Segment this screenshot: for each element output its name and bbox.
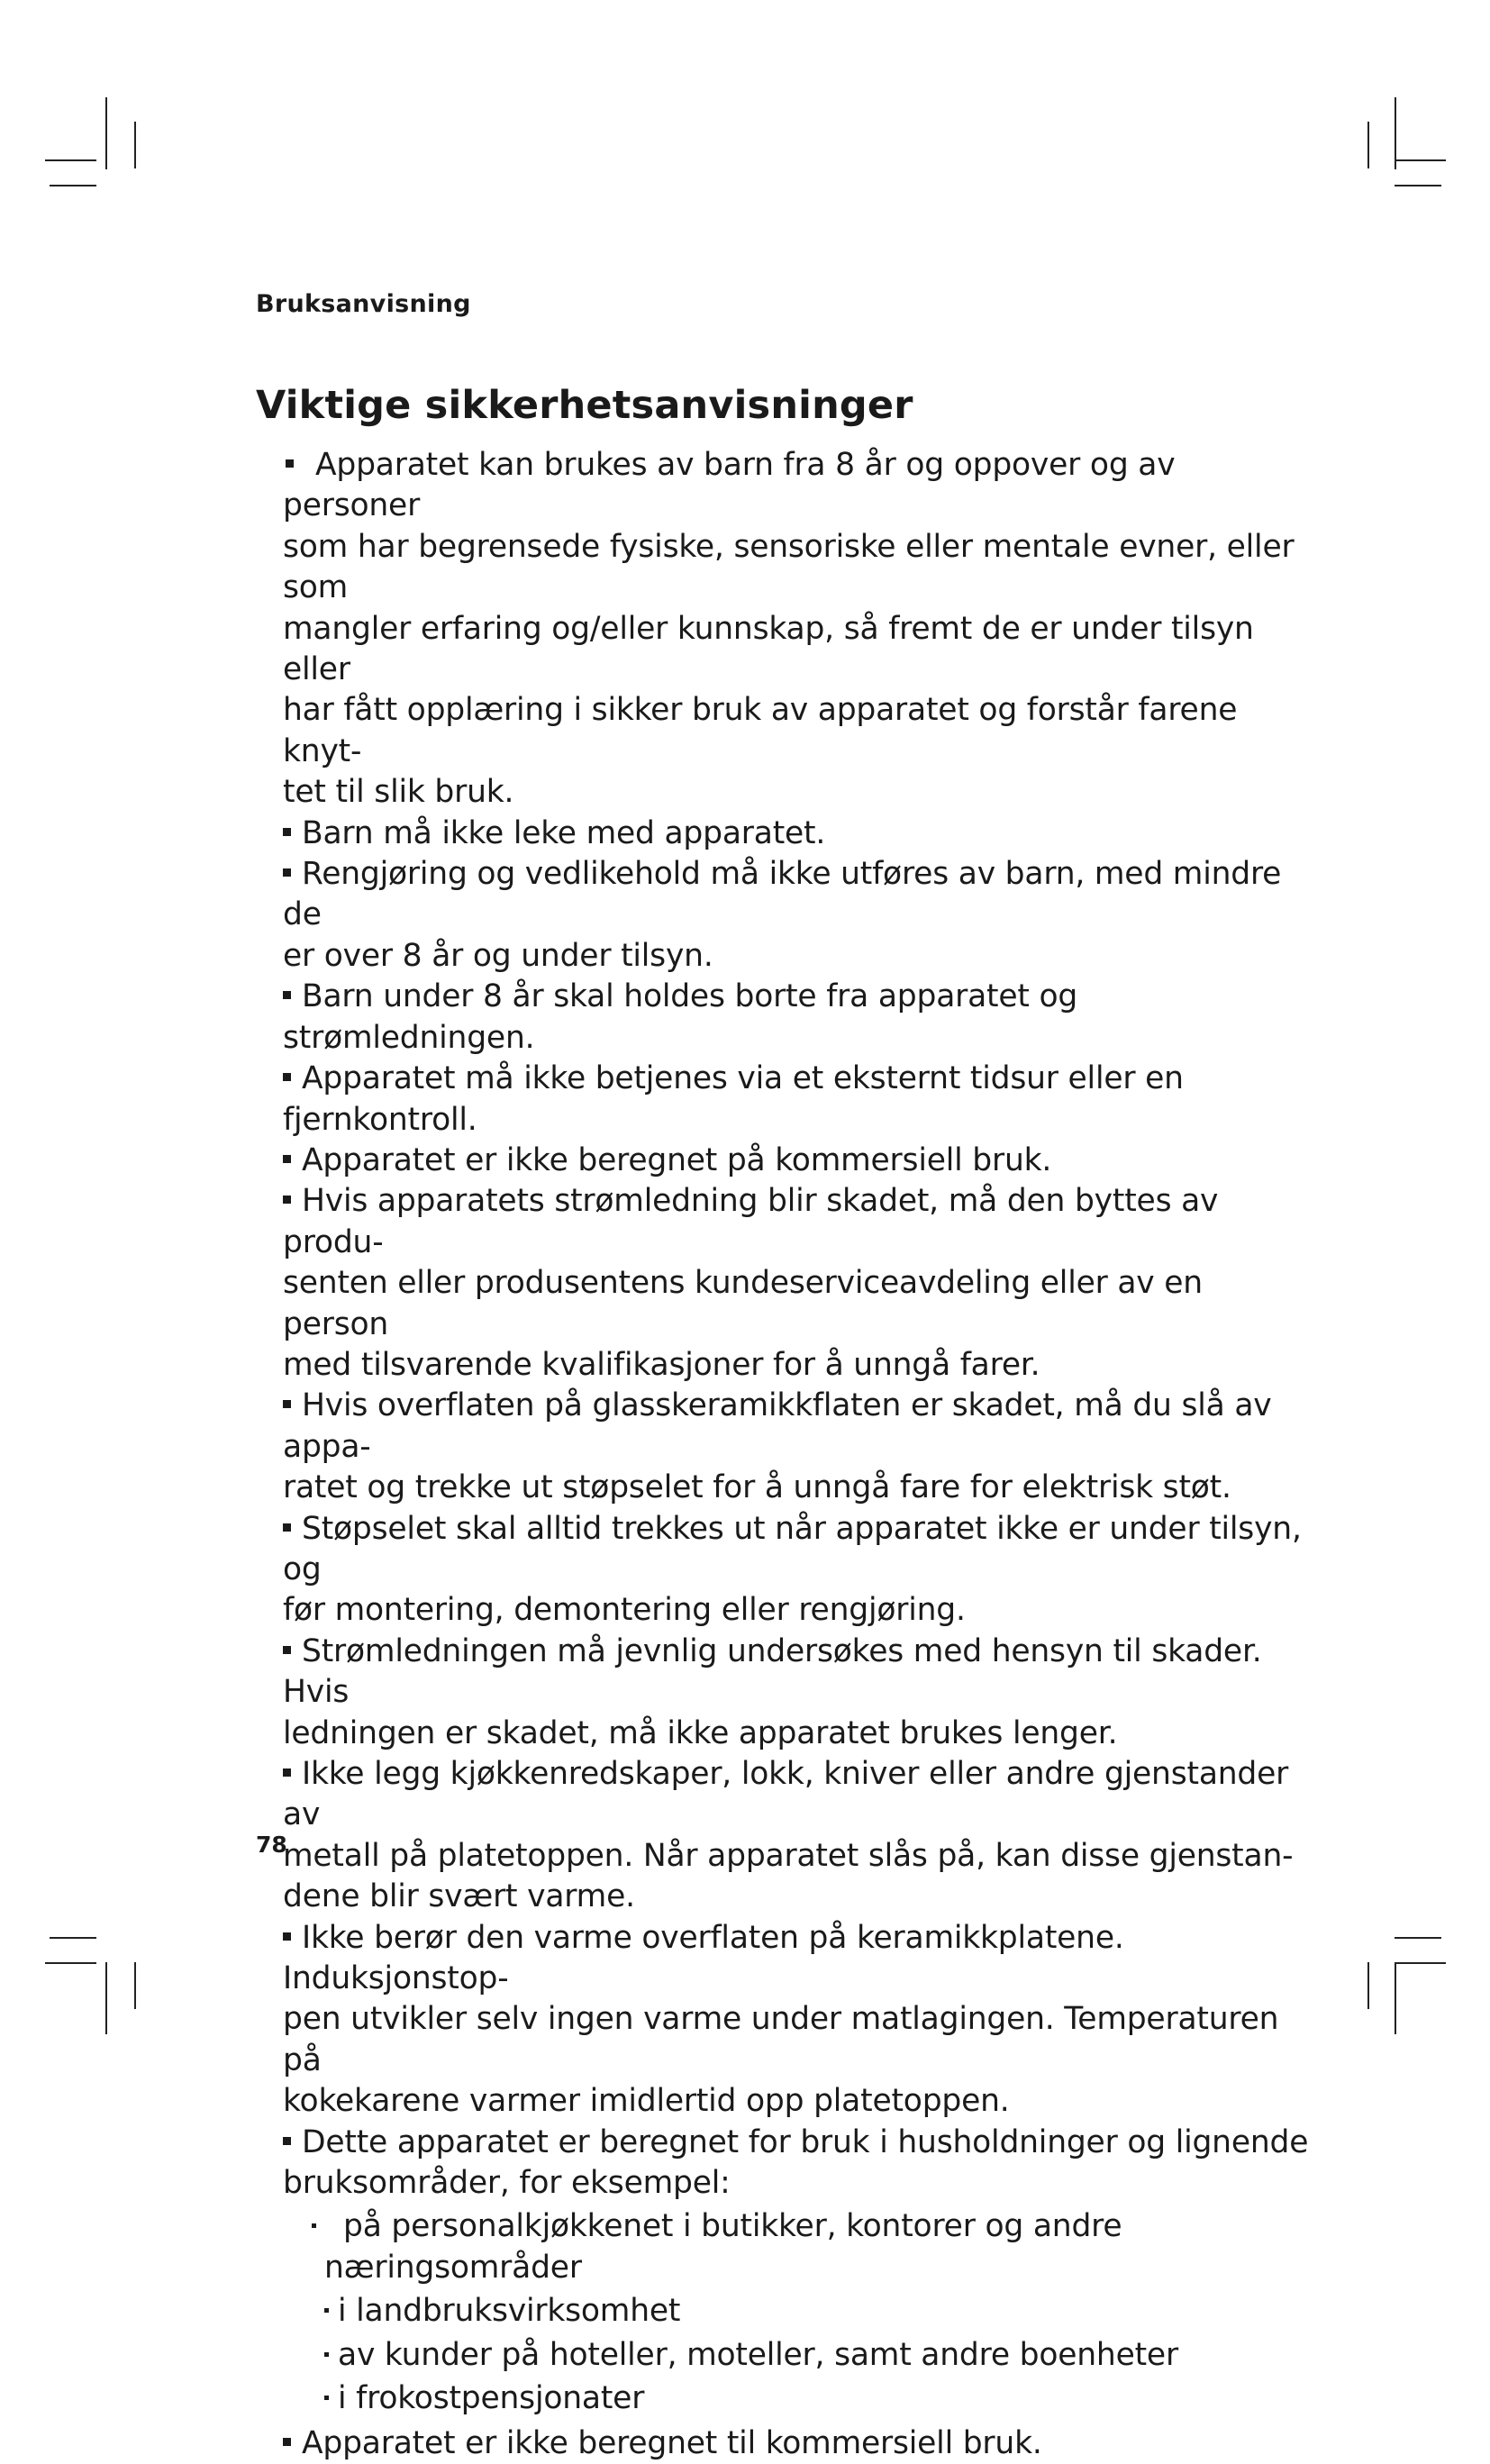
safety-instructions (283, 445, 1310, 2464)
safety-item-line: Hvis overflaten på glasskeramikkflaten er skadet, må du slå av appa- (283, 1387, 1272, 1465)
square-bullet-icon (283, 1646, 291, 1654)
safety-item-line: dene blir svært varme. (283, 1878, 635, 1915)
safety-item-line: tet til slik bruk. (283, 774, 514, 811)
safety-item-line: Barn under 8 år skal holdes borte fra apparatet og strømledningen. (283, 978, 1078, 1056)
safety-item-line: Apparatet er ikke beregnet på kommersiell bruk. (302, 1141, 1052, 1178)
crop-mark (1395, 159, 1446, 161)
usage-areas-list (283, 2206, 1310, 2419)
page-title: Viktige sikkerhetsanvisninger (256, 383, 913, 428)
safety-item (283, 445, 1310, 814)
usage-area-item (324, 2378, 1310, 2419)
usage-area-item (324, 2206, 1310, 2288)
page-number: 78 (256, 1832, 287, 1858)
safety-item (283, 977, 1310, 1059)
safety-item-line: Ikke legg kjøkkenredskaper, lokk, kniver eller andre gjenstander av (283, 1756, 1289, 1833)
safety-item (283, 1632, 1310, 1754)
safety-item-line: senten eller produsentens kundeserviceavdeling eller av en person (283, 1265, 1203, 1342)
safety-item-line: mangler erfaring og/eller kunnskap, så fremt de er under tilsyn eller (283, 610, 1254, 688)
safety-item (283, 854, 1310, 977)
crop-mark (50, 185, 96, 186)
square-bullet-icon (283, 1932, 291, 1941)
safety-item-line: bruksområder, for eksempel: (283, 2165, 731, 2202)
safety-item-line: før montering, demontering eller rengjøring. (283, 1592, 966, 1629)
running-header: Bruksanvisning (256, 290, 471, 318)
safety-item-line: med tilsvarende kvalifikasjoner for å unngå farer. (283, 1346, 1040, 1383)
crop-mark (45, 159, 96, 161)
safety-item (283, 1754, 1310, 1918)
safety-item-line: Ikke berør den varme overflaten på keramikkplatene. Induksjonstop- (283, 1919, 1124, 1997)
safety-item (283, 1509, 1310, 1632)
square-bullet-icon (283, 2137, 291, 2145)
crop-mark (1367, 1962, 1369, 2009)
safety-item (283, 1059, 1310, 1141)
safety-item-line: Dette apparatet er beregnet for bruk i husholdninger og lignende (302, 2123, 1309, 2160)
safety-item-line: Apparatet kan brukes av barn fra 8 år og oppover og av personer (283, 447, 1176, 524)
safety-item (283, 814, 1310, 854)
safety-item-line: er over 8 år og under tilsyn. (283, 937, 713, 974)
safety-item-line: Rengjøring og vedlikehold må ikke utføres av barn, med mindre de (283, 856, 1282, 933)
crop-mark (134, 122, 136, 168)
dot-bullet-icon (324, 2308, 329, 2313)
safety-item (283, 1918, 1310, 2123)
safety-item-line: Hvis apparatets strømledning blir skadet, må den byttes av produ- (283, 1183, 1219, 1260)
square-bullet-icon (283, 1400, 291, 1408)
safety-list (283, 445, 1310, 2204)
crop-mark (1395, 1937, 1441, 1939)
dot-bullet-icon (324, 2396, 329, 2400)
safety-item-line: Apparatet må ikke betjenes via et eksternt tidsur eller en fjernkontroll. (283, 1060, 1184, 1138)
crop-mark (105, 1962, 107, 2034)
usage-area-text: av kunder på hoteller, moteller, samt andre boenheter (338, 2336, 1178, 2373)
usage-area-item (324, 2291, 1310, 2332)
safety-item (283, 1386, 1310, 1508)
safety-item (283, 1141, 1310, 1181)
dot-bullet-icon (324, 2352, 329, 2357)
square-bullet-icon (283, 1073, 291, 1081)
usage-area-item (324, 2335, 1310, 2376)
safety-item-line: Støpselet skal alltid trekkes ut når apparatet ikke er under tilsyn, og (283, 1510, 1302, 1587)
safety-item-line: Strømledningen må jevnlig undersøkes med hensyn til skader. Hvis (283, 1632, 1262, 1711)
square-bullet-icon (283, 868, 291, 877)
safety-item-line: pen utvikler selv ingen varme under matlagingen. Temperaturen på (283, 2001, 1279, 2078)
safety-item (283, 1181, 1310, 1386)
square-bullet-icon (283, 2438, 291, 2446)
crop-mark (1367, 122, 1369, 168)
safety-item-line: metall på platetoppen. Når apparatet slås på, kan disse gjenstan- (283, 1837, 1294, 1874)
dot-bullet-icon (312, 2223, 316, 2228)
safety-item-line: ledningen er skadet, må ikke apparatet brukes lenger. (283, 1714, 1118, 1751)
usage-area-text: på personalkjøkkenet i butikker, kontorer og andre næringsområder (324, 2208, 1122, 2286)
crop-mark (1395, 1962, 1446, 1964)
crop-mark (105, 97, 107, 169)
safety-item (283, 2423, 1310, 2464)
square-bullet-icon (283, 991, 291, 999)
square-bullet-icon (283, 828, 291, 836)
crop-mark (1395, 185, 1441, 186)
square-bullet-icon (286, 459, 294, 468)
safety-item (283, 2123, 1310, 2205)
safety-item-line: Barn må ikke leke med apparatet. (302, 814, 826, 851)
safety-item-line: ratet og trekke ut støpselet for å unngå fare for elektrisk støt. (283, 1469, 1231, 1506)
crop-mark (45, 1962, 96, 1964)
crop-mark (134, 1962, 136, 2009)
usage-area-text: i frokostpensjonater (338, 2380, 645, 2417)
square-bullet-icon (283, 1768, 291, 1777)
safety-item-text: Apparatet er ikke beregnet til kommersiell bruk. (302, 2424, 1042, 2461)
crop-mark (1395, 97, 1396, 169)
safety-item-line: kokekarene varmer imidlertid opp platetoppen. (283, 2083, 1010, 2120)
usage-area-text: i landbruksvirksomhet (338, 2293, 681, 2330)
crop-mark (50, 1937, 96, 1939)
crop-mark (1395, 1962, 1396, 2034)
square-bullet-icon (283, 1196, 291, 1204)
square-bullet-icon (283, 1155, 291, 1163)
safety-item-line: har fått opplæring i sikker bruk av apparatet og forstår farene knyt- (283, 692, 1238, 769)
safety-item-line: som har begrensede fysiske, sensoriske eller mentale evner, eller som (283, 528, 1295, 606)
square-bullet-icon (283, 1523, 291, 1532)
